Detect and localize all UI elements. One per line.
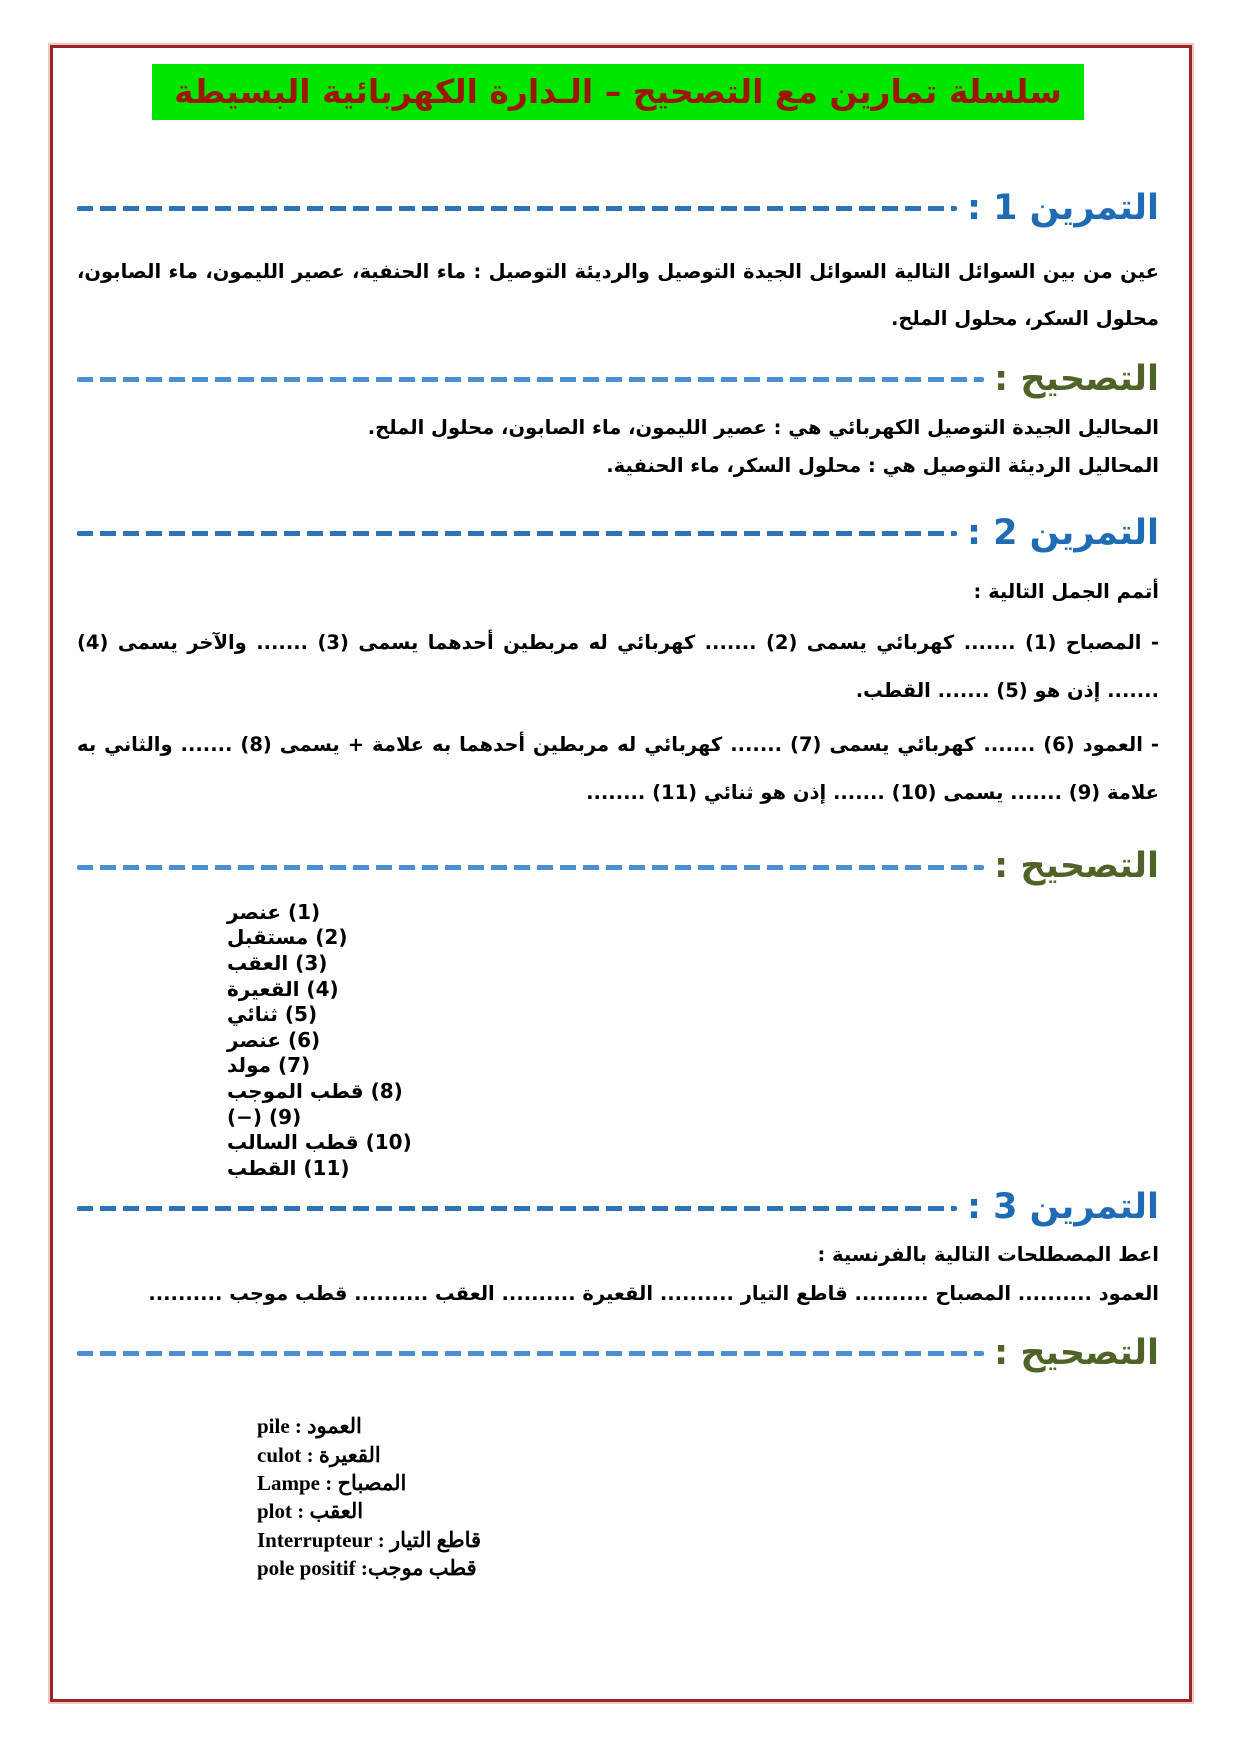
dashed-line — [77, 1351, 984, 1356]
title-row — [77, 64, 1159, 120]
dashed-line — [77, 865, 984, 870]
answer-item: (6) عنصر — [227, 1027, 321, 1052]
exercise-1-statement: عين من بين السوائل التالية السوائل الجيدة التوصيل والرديئة التوصيل : ماء الحنفية، عصير الليمون، ماء الصابون، محلول السكر، محلول الملح. — [77, 259, 1159, 331]
exercise-3-intro: اعط المصطلحات التالية بالفرنسية : — [817, 1242, 1159, 1266]
answer-item: (2) مستقبل — [227, 925, 348, 950]
exercise-2-heading-row — [77, 511, 1159, 557]
correction-line: المحاليل الجيدة التوصيل الكهربائي هي : عصير الليمون، ماء الصابون، محلول الملح. — [367, 415, 1159, 439]
answer-item: (3) العقب — [227, 951, 328, 975]
exercise-2-sentence-1: - المصباح (1) ....... كهربائي يسمى (2) ....... كهربائي له مربطين أحدهما يسمى (3) ....... والآخر يسمى (4) ....... إذن هو (5) ....... القطب. — [77, 631, 1159, 703]
dashed-line — [77, 1206, 957, 1211]
correction-line: المحاليل الرديئة التوصيل هي : محلول السكر، ماء الحنفية. — [606, 453, 1159, 477]
exercise-3-heading: التمرين 3 : — [966, 1187, 1159, 1228]
document-page — [50, 45, 1192, 1702]
correction-1-heading-row — [77, 357, 1159, 403]
answer-item: (1) عنصر — [227, 899, 321, 924]
french-term-item: قطب موجب: pole positif — [257, 1556, 477, 1581]
answer-item: (10) قطب السالب — [227, 1130, 412, 1155]
french-term-item: القعيرة : culot — [257, 1442, 381, 1467]
exercise-3-terms-line: العمود .......... المصباح .......... قاطع التيار .......... القعيرة .......... العقب .......... قطب موجب .......... — [148, 1281, 1159, 1305]
dashed-line — [77, 531, 957, 536]
exercise-3-correction — [77, 1412, 1159, 1582]
exercise-3-heading-row — [77, 1185, 1159, 1231]
exercise-2-heading: التمرين 2 : — [966, 512, 1159, 553]
dashed-line — [77, 377, 984, 382]
correction-2-heading-row — [77, 844, 1159, 890]
correction-3-heading: التصحيح : — [994, 1332, 1159, 1373]
dashed-line — [77, 206, 957, 211]
answer-item: (9) (−) — [227, 1104, 302, 1129]
french-term-item: العمود : pile — [257, 1414, 362, 1439]
exercise-1-heading: التمرين 1 : — [966, 188, 1159, 229]
french-term-item: قاطع التيار : Interrupteur — [257, 1527, 482, 1552]
french-term-item: العقب : plot — [257, 1499, 364, 1524]
answer-item: (8) قطب الموجب — [227, 1078, 403, 1103]
french-term-item: المصباح : Lampe — [257, 1471, 407, 1496]
correction-3-heading-row — [77, 1331, 1159, 1377]
answer-item: (11) القطب — [227, 1155, 350, 1180]
exercise-2-answers — [77, 900, 1159, 1182]
answer-item: (7) مولد — [227, 1053, 311, 1078]
answer-item: (4) القعيرة — [227, 976, 339, 1001]
exercise-2-intro: أتمم الجمل التالية : — [973, 580, 1159, 604]
exercise-1-heading-row — [77, 186, 1159, 232]
document-title: سلسلة تمارين مع التصحيح – الـدارة الكهربائية البسيطة — [152, 64, 1084, 120]
exercise-2-sentence-2: - العمود (6) ....... كهربائي يسمى (7) ....... كهربائي له مربطين أحدهما به علامة + يسمى (8) ....... والثاني به علامة (9) ....... يسمى (10) ....... إذن هو ثنائي (11) ........ — [77, 732, 1159, 804]
answer-item: (5) ثنائي — [227, 1002, 318, 1027]
exercise-1-correction — [77, 409, 1159, 485]
correction-2-heading: التصحيح : — [994, 846, 1159, 887]
correction-1-heading: التصحيح : — [994, 359, 1159, 400]
